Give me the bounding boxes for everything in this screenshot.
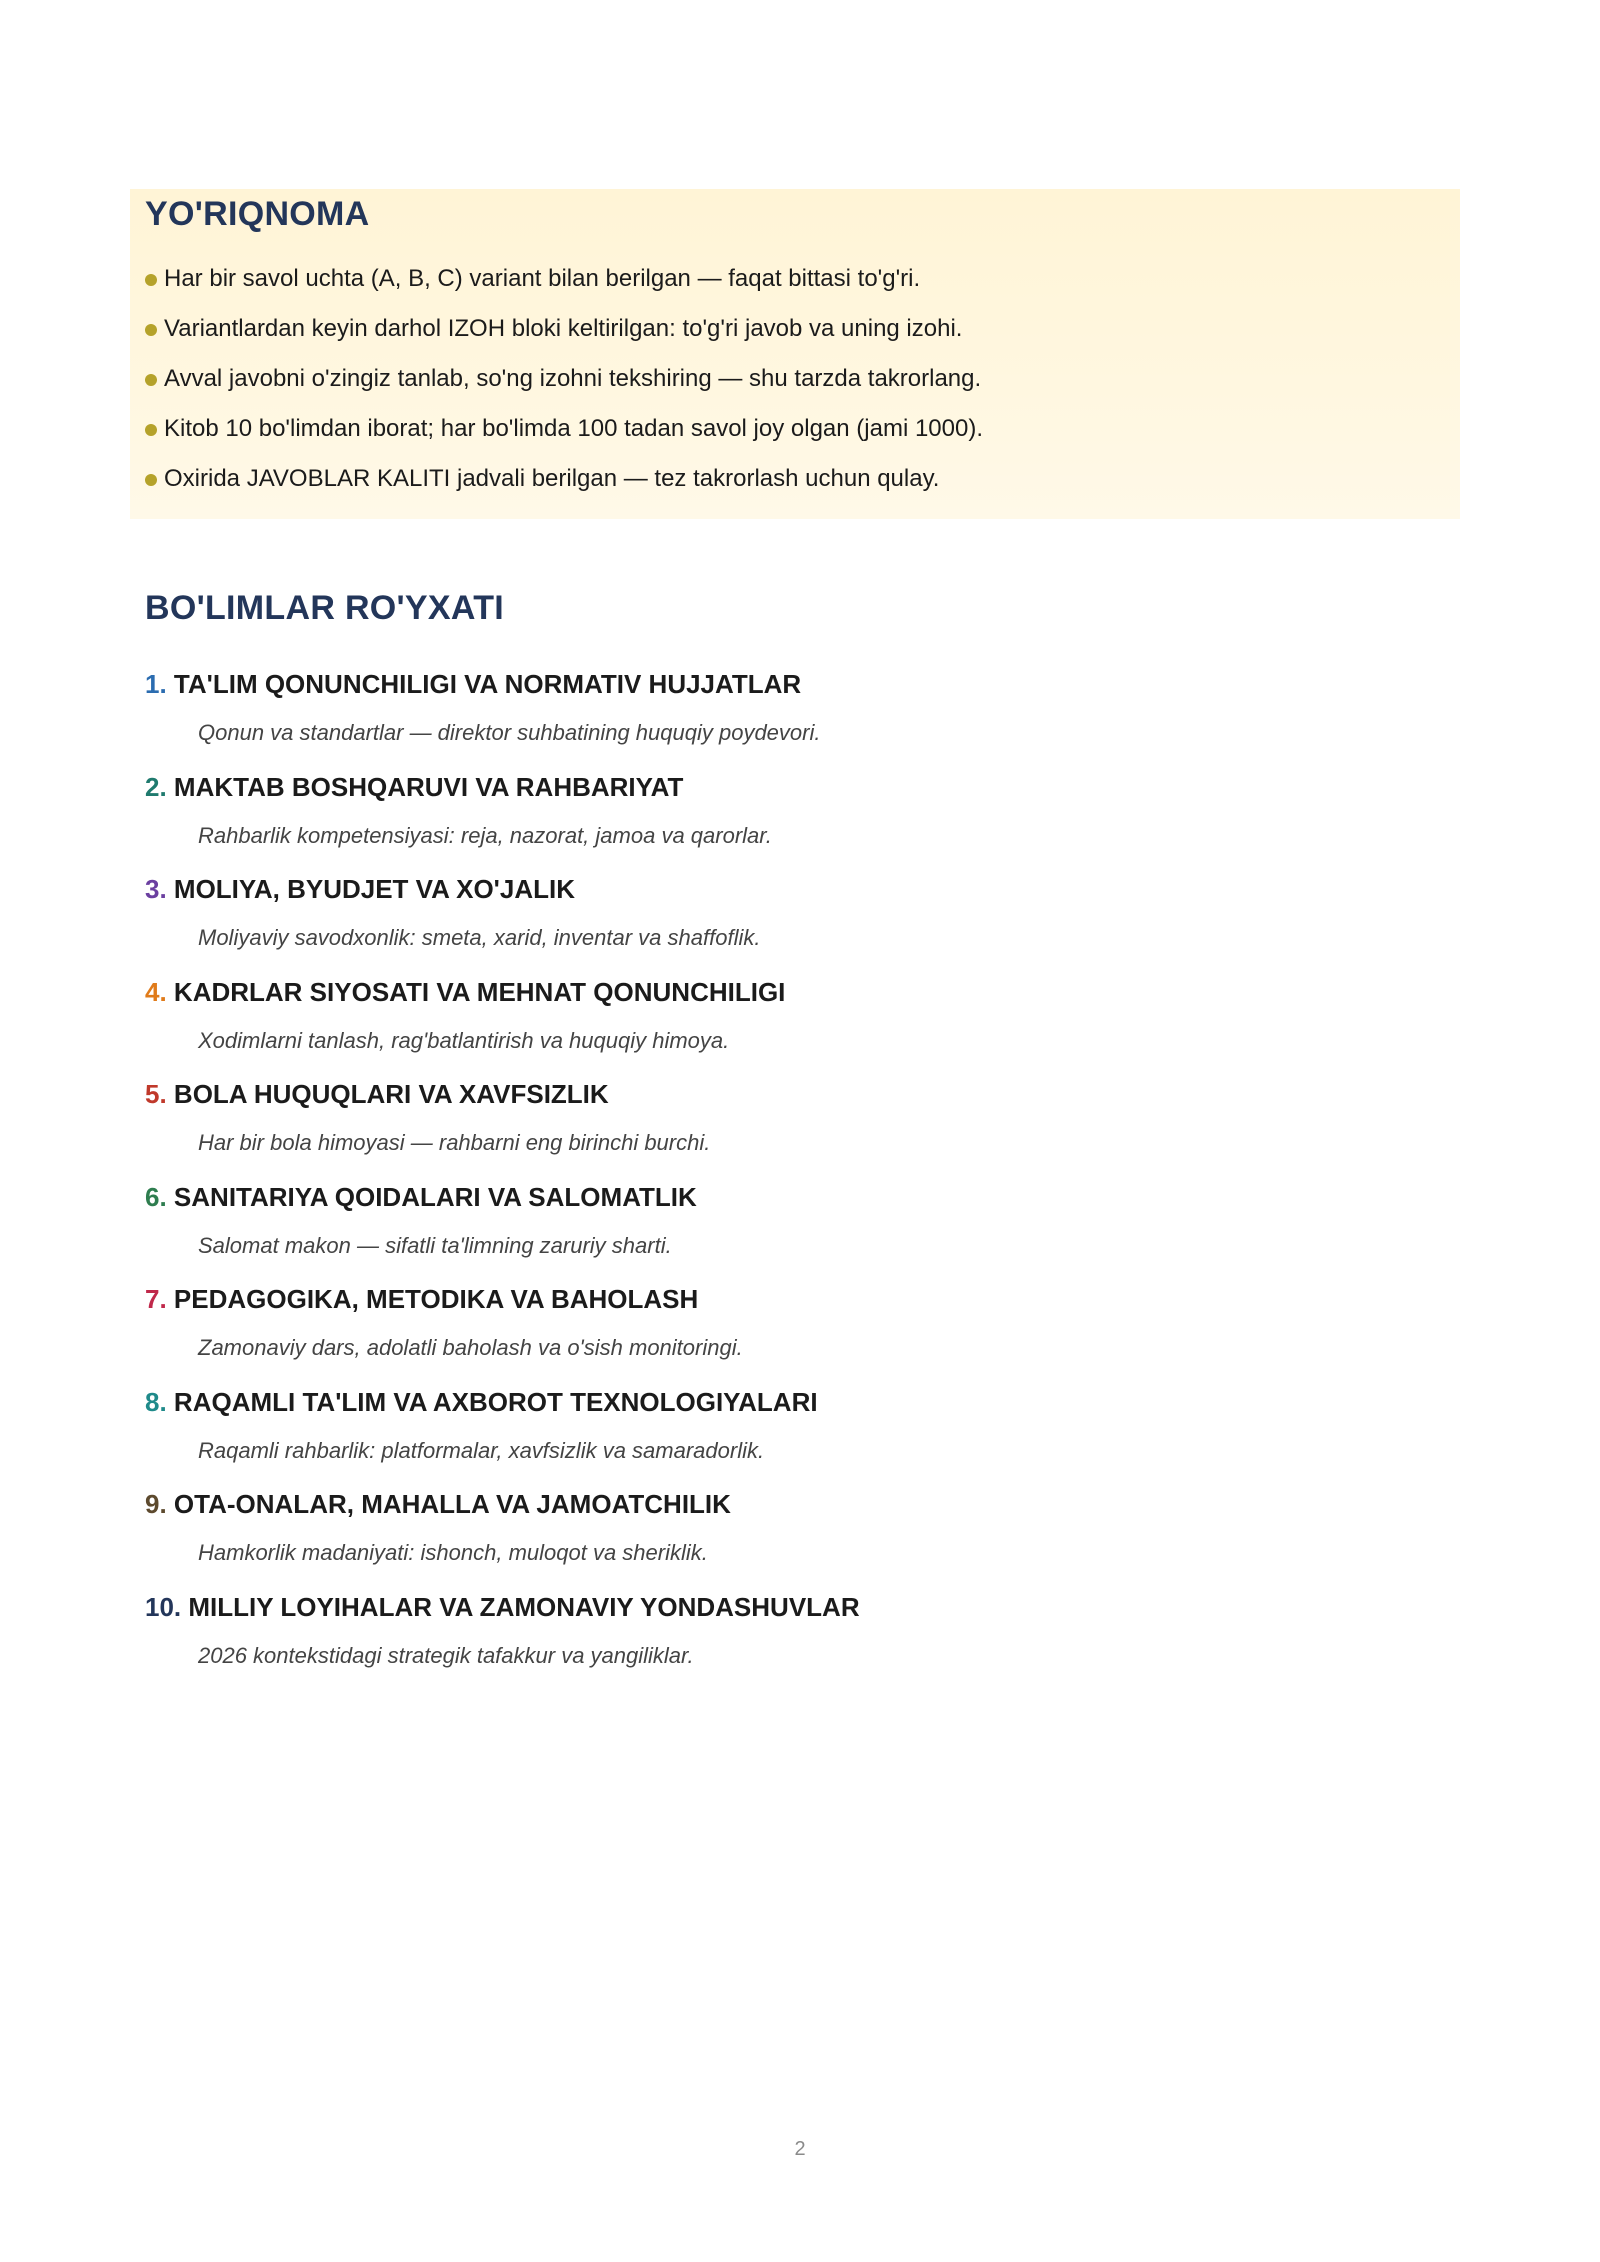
toc-section-title: MAKTAB BOSHQARUVI VA RAHBARIYAT	[173, 771, 684, 802]
toc-section-title: SANITARIYA QOIDALARI VA SALOMATLIK	[173, 1181, 697, 1212]
toc-section-3[interactable]	[145, 873, 1345, 976]
toc-section-heading	[145, 1591, 1345, 1623]
instruction-item	[145, 465, 1445, 518]
bullet-dot-icon	[145, 424, 157, 436]
toc-section-number: 7.	[145, 1284, 167, 1314]
bullet-dot-icon	[145, 374, 157, 386]
toc-section-4[interactable]	[145, 976, 1345, 1079]
toc-section-description: 2026 kontekstidagi strategik tafakkur va yangiliklar.	[198, 1642, 694, 1668]
toc-section-7[interactable]	[145, 1283, 1345, 1386]
toc-section-9[interactable]	[145, 1488, 1345, 1591]
toc-section-2[interactable]	[145, 771, 1345, 874]
toc-section-title: RAQAMLI TA'LIM VA AXBOROT TEXNOLOGIYALARI	[173, 1386, 818, 1417]
instruction-item	[145, 365, 1445, 418]
toc-section-heading	[145, 1386, 1345, 1418]
bullet-dot-icon	[145, 324, 157, 336]
toc-section-description: Moliyaviy savodxonlik: smeta, xarid, inventar va shaffoflik.	[198, 925, 761, 950]
toc-section-heading	[145, 1283, 1345, 1315]
toc-section-8[interactable]	[145, 1386, 1345, 1489]
toc-section-number: 2.	[145, 771, 167, 802]
instructions-box	[130, 189, 1460, 519]
instruction-text: Kitob 10 bo'limdan iborat; har bo'limda 100 tadan savol joy olgan (jami 1000).	[164, 415, 983, 442]
toc-section-number: 3.	[145, 874, 167, 904]
toc-section-number: 1.	[145, 669, 167, 699]
instructions-title: YO'RIQNOMA	[145, 195, 370, 233]
toc-section-6[interactable]	[145, 1181, 1345, 1284]
toc-list	[145, 668, 1345, 1693]
toc-section-number: 5.	[145, 1079, 167, 1109]
toc-section-number: 9.	[145, 1489, 167, 1519]
instruction-text: Variantlardan keyin darhol IZOH bloki keltirilgan: to'g'ri javob va uning izohi.	[164, 315, 963, 342]
toc-section-description: Har bir bola himoyasi — rahbarni eng birinchi burchi.	[198, 1130, 711, 1155]
toc-section-description: Qonun va standartlar — direktor suhbatining huquqiy poydevori.	[198, 720, 821, 745]
instruction-item	[145, 415, 1445, 468]
instruction-item	[145, 265, 1445, 318]
toc-section-title: KADRLAR SIYOSATI VA MEHNAT QONUNCHILIGI	[173, 976, 786, 1007]
instruction-text: Har bir savol uchta (A, B, C) variant bilan berilgan — faqat bittasi to'g'ri.	[164, 265, 921, 292]
toc-section-number: 6.	[145, 1181, 167, 1212]
toc-section-description: Hamkorlik madaniyati: ishonch, muloqot va sheriklik.	[198, 1540, 708, 1565]
instruction-text: Oxirida JAVOBLAR KALITI jadvali berilgan — tez takrorlash uchun qulay.	[164, 465, 940, 492]
toc-section-title: BOLA HUQUQLARI VA XAVFSIZLIK	[173, 1079, 609, 1109]
toc-section-heading	[145, 873, 1345, 905]
toc-section-title: TA'LIM QONUNCHILIGI VA NORMATIV HUJJATLAR	[173, 669, 802, 699]
toc-section-title: OTA-ONALAR, MAHALLA VA JAMOATCHILIK	[173, 1489, 731, 1519]
toc-section-title: MOLIYA, BYUDJET VA XO'JALIK	[173, 874, 575, 904]
toc-section-heading	[145, 976, 1345, 1008]
toc-section-title: PEDAGOGIKA, METODIKA VA BAHOLASH	[173, 1284, 699, 1314]
toc-section-description: Xodimlarni tanlash, rag'batlantirish va huquqiy himoya.	[198, 1027, 730, 1053]
toc-section-heading	[145, 771, 1345, 803]
toc-section-10[interactable]	[145, 1591, 1345, 1694]
toc-section-heading	[145, 1181, 1345, 1213]
toc-section-heading	[145, 668, 1345, 700]
page-number: 2	[794, 2138, 806, 2160]
toc-section-heading	[145, 1078, 1345, 1110]
toc-title: BO'LIMLAR RO'YXATI	[145, 589, 505, 627]
toc-section-number: 10.	[145, 1591, 182, 1622]
toc-section-title: MILLIY LOYIHALAR VA ZAMONAVIY YONDASHUVLAR	[188, 1591, 860, 1622]
toc-section-number: 8.	[145, 1386, 167, 1417]
instruction-text: Avval javobni o'zingiz tanlab, so'ng izohni tekshiring — shu tarzda takrorlang.	[164, 365, 982, 392]
toc-section-number: 4.	[145, 976, 167, 1007]
bullet-dot-icon	[145, 474, 157, 486]
toc-section-description: Raqamli rahbarlik: platformalar, xavfsizlik va samaradorlik.	[198, 1437, 765, 1463]
toc-section-description: Zamonaviy dars, adolatli baholash va o'sish monitoringi.	[198, 1335, 743, 1360]
toc-section-5[interactable]	[145, 1078, 1345, 1181]
instructions-list	[145, 265, 1445, 518]
bullet-dot-icon	[145, 274, 157, 286]
toc-section-1[interactable]	[145, 668, 1345, 771]
instruction-item	[145, 315, 1445, 368]
toc-section-heading	[145, 1488, 1345, 1520]
toc-section-description: Salomat makon — sifatli ta'limning zaruriy sharti.	[198, 1232, 672, 1258]
toc-section-description: Rahbarlik kompetensiyasi: reja, nazorat, jamoa va qarorlar.	[198, 822, 772, 848]
